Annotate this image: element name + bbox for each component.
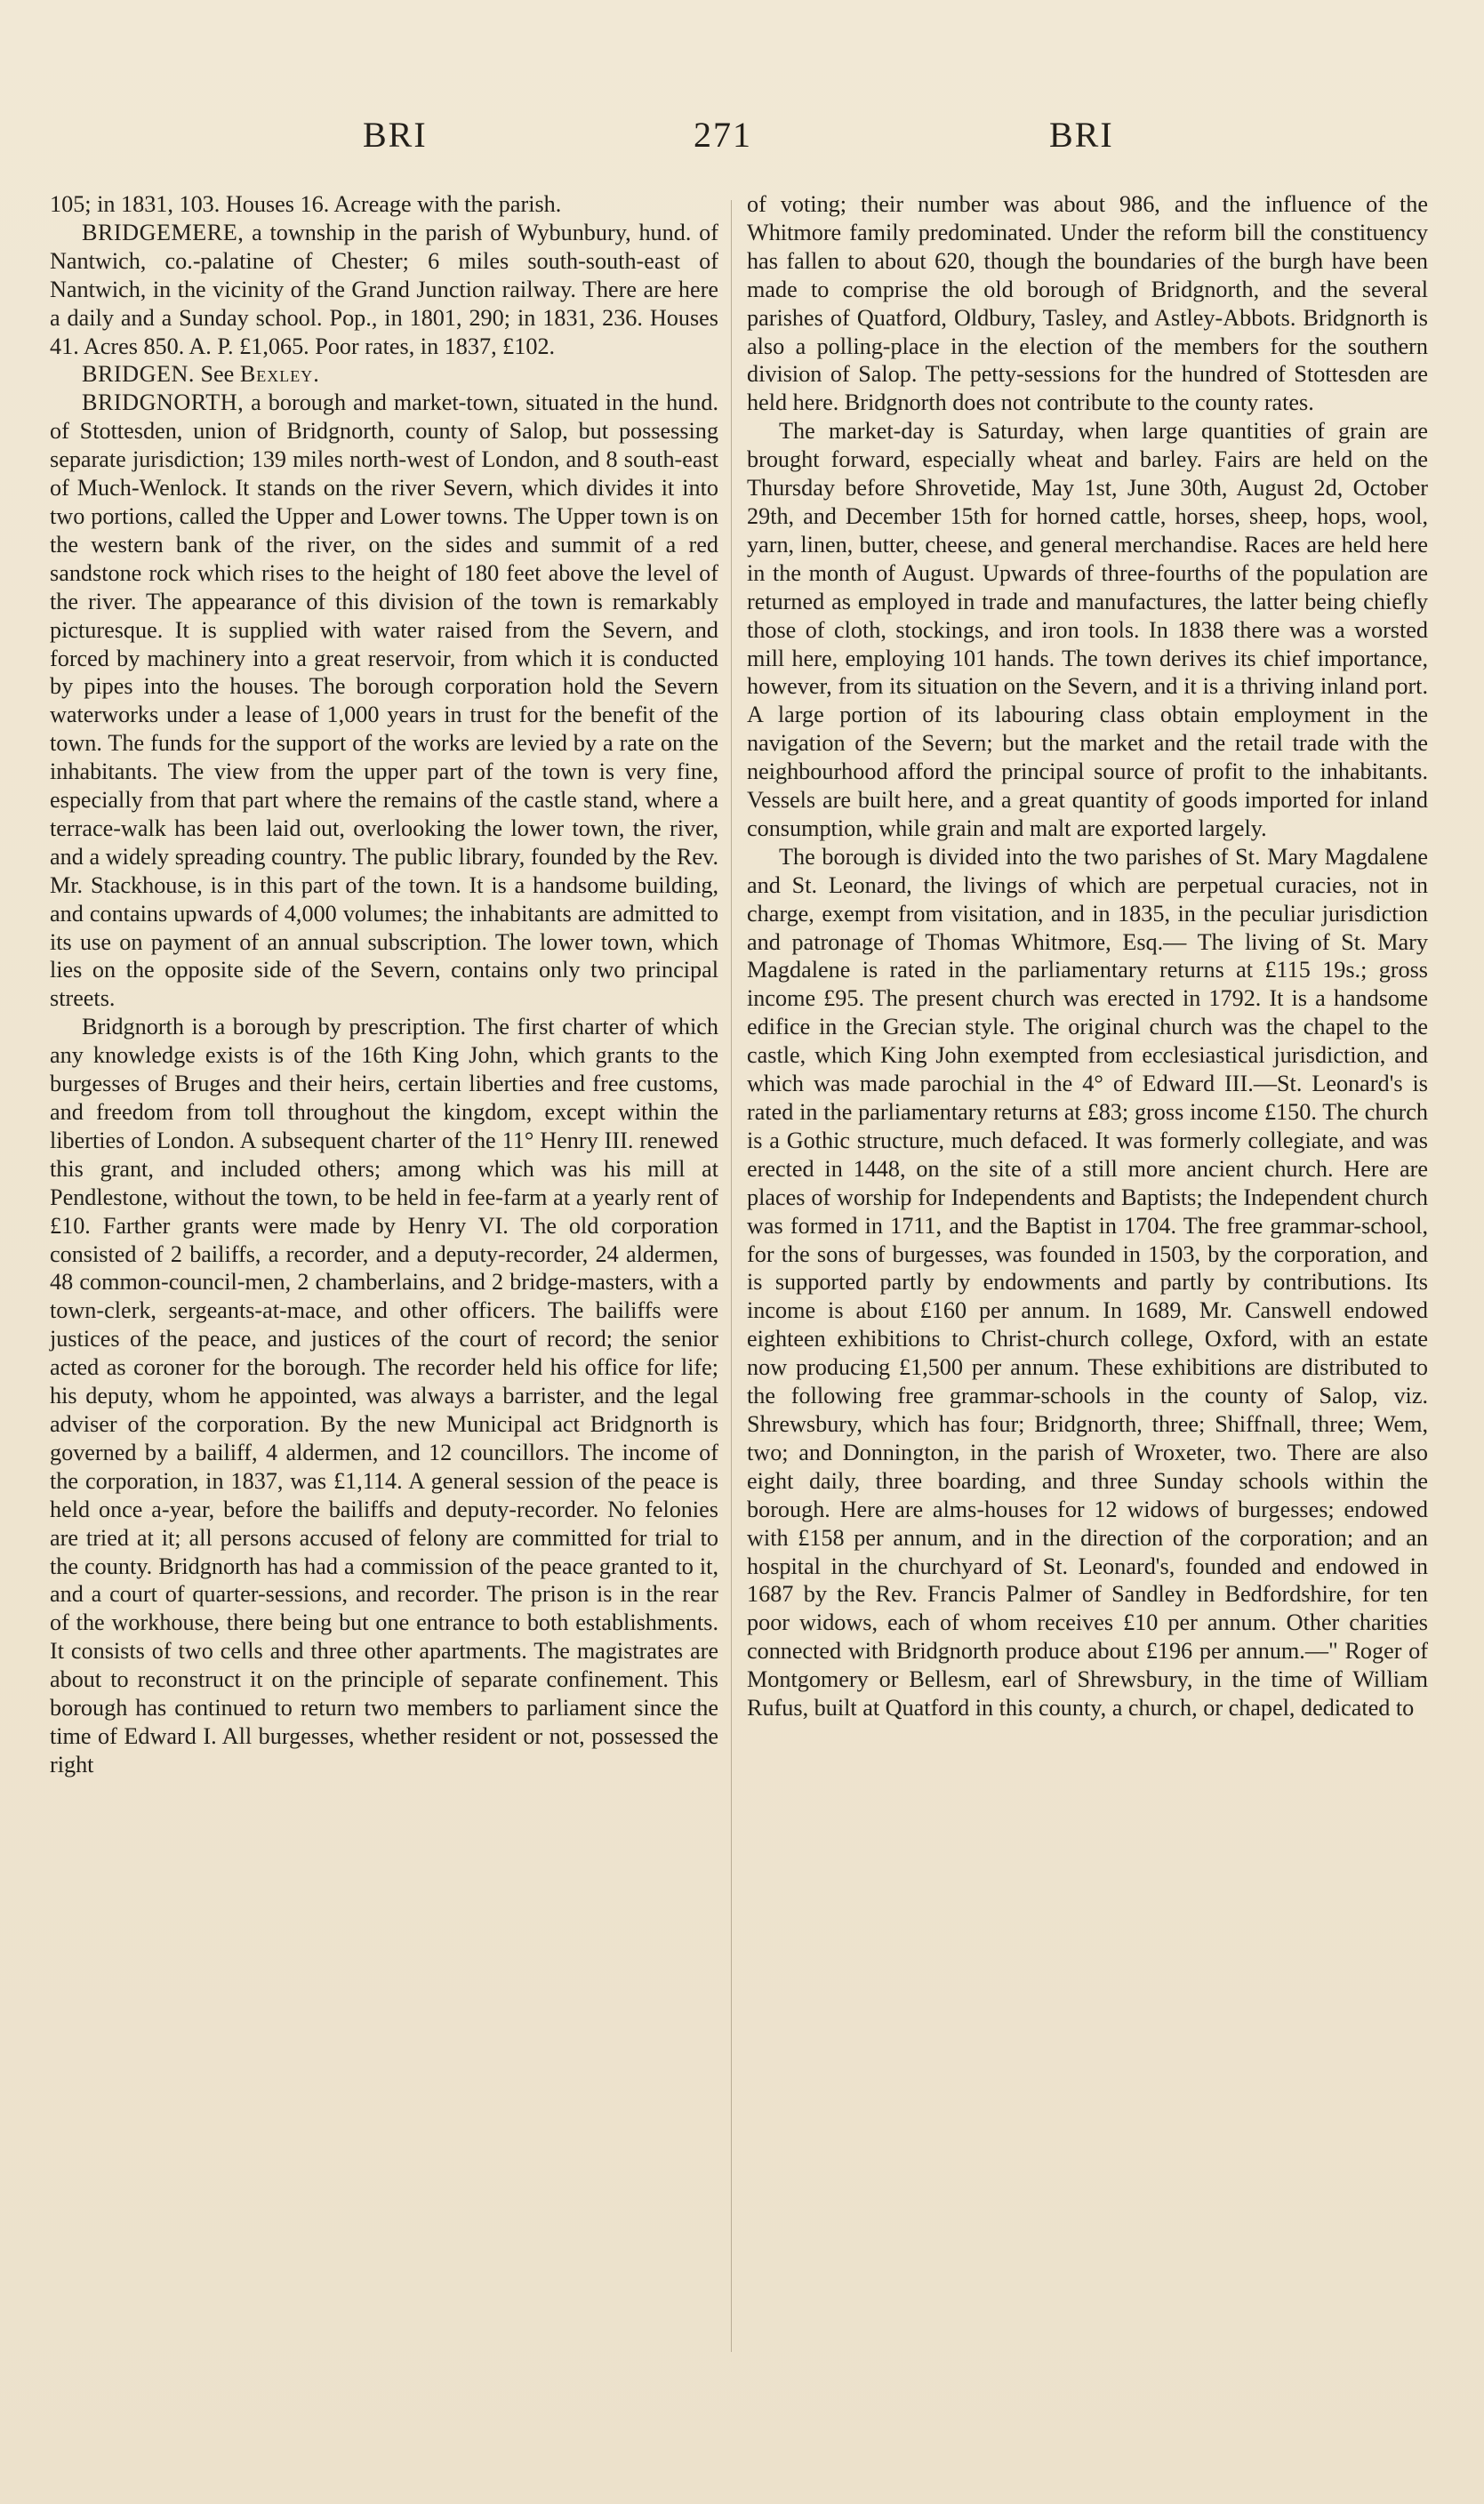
paragraph-continuation: of voting; their number was about 986, and the influence of the Whitmore family predominated. Under the reform bill the constituency has fallen to about 620, though the boundaries of the burgh have been made to comprise the old borough of Bridgnorth, and the several parishes of Quatford, Oldbury, Tasley, and Astley-Abbots. Bridgnorth is also a polling-place in the election of the members for the southern division of Salop. The petty-sessions for the hundred of Stottesden are held here. Bridgnorth does not contribute to the county rates.: [747, 191, 1428, 416]
header-right-guide-word: BRI: [1049, 115, 1114, 155]
entry-text: a township in the parish of Wybunbury, hund. of Nantwich, co.-palatine of Chester; 6 miles south-south-east of Nantwich, in the vicinity of the Grand Junction railway. There are here a daily and a Sunday school. Pop., in 1801, 290; in 1831, 236. Houses 41. Acres 850. A. P. £1,065. Poor rates, in 1837, £102.: [50, 219, 718, 359]
right-text-column: [747, 190, 1428, 1722]
paragraph: Bridgnorth is a borough by prescription. The first charter of which any knowledge exists is of the 16th King John, which grants to the burgesses of Bruges and their heirs, certain liberties and free customs, and freedom from toll throughout the kingdom, except within the liberties of London. A subsequent charter of the 11° Henry III. renewed this grant, and included others; among which was his mill at Pendlestone, without the town, to be held in fee-farm at a yearly rent of £10. Farther grants were made by Henry VI. The old corporation consisted of 2 bailiffs, a recorder, and a deputy-recorder, 24 aldermen, 48 common-council-men, 2 chamberlains, and 2 bridge-masters, with a town-clerk, sergeants-at-mace, and other officers. The bailiffs were justices of the peace, and justices of the court of record; the senior acted as coroner for the borough. The recorder held his office for life; his deputy, whom he appointed, was always a barrister, and the legal adviser of the corporation. By the new Municipal act Bridgnorth is governed by a bailiff, 4 aldermen, and 12 councillors. The income of the corporation, in 1837, was £1,114. A general session of the peace is held once a-year, before the bailiffs and deputy-recorder. No felonies are tried at it; all persons accused of felony are committed for trial to the county. Bridgnorth has had a commission of the peace granted to it, and a court of quarter-sessions, and recorder. The prison is in the rear of the workhouse, there being but one entrance to both establishments. It consists of two cells and three other apartments. The magistrates are about to reconstruct it on the principle of separate confinement. This borough has continued to return two members to parliament since the time of Edward I. All burgesses, whether resident or not, possessed the right: [50, 1014, 718, 1778]
entry-bridgemere: [50, 219, 718, 361]
running-header: [0, 114, 1484, 167]
paragraph: The borough is divided into the two parishes of St. Mary Magdalene and St. Leonard, the livings of which are perpetual curacies, not in charge, exempt from visitation, and in 1835, in the peculiar jurisdiction and patronage of Thomas Whitmore, Esq.— The living of St. Mary Magdalene is rated in the parliamentary returns at £115 19s.; gross income £95. The present church was erected in 1792. It is a handsome edifice in the Grecian style. The original church was the chapel to the castle, which King John exempted from ecclesiastical jurisdiction, and which was made parochial in the 4° of Edward III.—St. Leonard's is rated in the parliamentary returns at £83; gross income £150. The church is a Gothic structure, much defaced. It was formerly collegiate, and was erected in 1448, on the site of a still more ancient church. Here are places of worship for Independents and Baptists; the Independent church was formed in 1711, and the Baptist in 1704. The free grammar-school, for the sons of burgesses, was founded in 1503, by the corporation, and is supported partly by endowments and partly by contributions. Its income is about £160 per annum. In 1689, Mr. Canswell endowed eighteen exhibitions to Christ-church college, Oxford, with an estate now producing £1,500 per annum. These exhibitions are distributed to the following free grammar-schools in the county of Salop, viz. Shrewsbury, which has four; Bridgnorth, three; Shiffnall, three; Wem, two; and Donnington, in the parish of Wroxeter, two. There are also eight daily, three boarding, and three Sunday schools within the borough. Here are alms-houses for 12 widows of burgesses; endowed with £158 per annum, and in the direction of the corporation; and an hospital in the churchyard of St. Leonard's, founded and endowed in 1687 by the Rev. Francis Palmer of Sandley in Bedfordshire, for ten poor widows, each of whom receives £10 per annum. Other charities connected with Bridgnorth produce about £196 per annum.—" Roger of Montgomery or Bellesm, earl of Shrewsbury, in the time of William Rufus, built at Quatford in this county, a church, or chapel, dedicated to: [747, 843, 1428, 1722]
cross-reference: Bexley.: [239, 361, 320, 388]
entry-bridgnorth: [50, 389, 718, 1013]
entry-text: See: [194, 361, 240, 388]
header-left-guide-word: BRI: [363, 115, 428, 155]
page-number: 271: [694, 115, 752, 155]
column-divider: [731, 200, 732, 2352]
entry-text: a borough and market-town, situated in the hund. of Stottesden, union of Bridgnorth, county of Salop, but possessing separate jurisdiction; 139 miles north-west of London, and 8 south-east of Much-Wenlock. It stands on the river Severn, which divides it into two portions, called the Upper and Lower towns. The Upper town is on the western bank of the river, on the sides and summit of a red sandstone rock which rises to the height of 180 feet above the level of the river. The appearance of this division of the town is remarkably picturesque. It is supplied with water raised from the Severn, and forced by machinery into a great reservoir, from which it is conducted by pipes into the houses. The borough corporation hold the Severn waterworks under a lease of 1,000 years in trust for the benefit of the town. The funds for the support of the works are levied by a rate on the inhabitants. The view from the upper part of the town is very fine, especially from that part where the remains of the castle stand, where a terrace-walk has been laid out, overlooking the lower town, the river, and a widely spreading country. The public library, founded by the Rev. Mr. Stackhouse, is in this part of the town. It is a handsome building, and contains upwards of 4,000 volumes; the inhabitants are admitted to its use on payment of an annual subscription. The lower town, which lies on the opposite side of the Severn, contains only two principal streets.: [50, 389, 718, 1012]
paragraph-continuation: 105; in 1831, 103. Houses 16. Acreage with the parish.: [50, 191, 562, 217]
left-text-column: [50, 190, 718, 1779]
paragraph: The market-day is Saturday, when large quantities of grain are brought forward, especially wheat and barley. Fairs are held on the Thursday before Shrovetide, May 1st, June 30th, August 2d, October 29th, and December 15th for horned cattle, horses, sheep, hops, wool, yarn, linen, butter, cheese, and general merchandise. Races are held here in the month of August. Upwards of three-fourths of the population are returned as employed in trade and manufactures, the latter being chiefly those of cloth, stockings, and iron tools. In 1838 there was a worsted mill here, employing 101 hands. The town derives its chief importance, however, from its situation on the Severn, and it is a thriving inland port. A large portion of its labouring class obtain employment in the navigation of the Severn; but the market and the retail trade with the neighbourhood afford the principal source of profit to the inhabitants. Vessels are built here, and a great quantity of goods imported for inland consumption, while grain and malt are exported largely.: [747, 418, 1428, 841]
entry-headword: BRIDGEN.: [82, 361, 195, 388]
entry-bridgen: [50, 360, 718, 389]
entry-headword: BRIDGEMERE,: [82, 219, 245, 245]
entry-headword: BRIDGNORTH,: [82, 389, 245, 416]
